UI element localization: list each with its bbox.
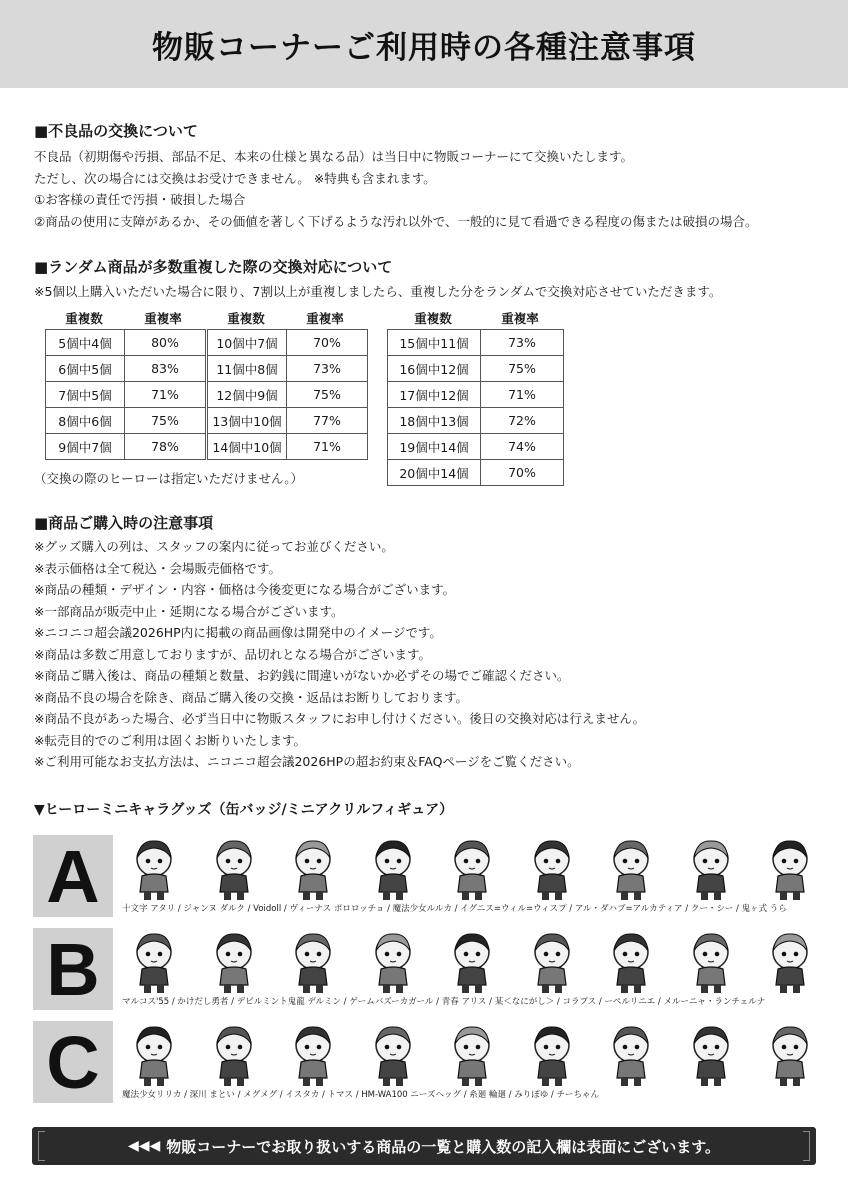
dup-rate-cell: 80% [125,330,206,356]
col-header-rate: 重複率 [501,311,539,326]
purchase-notes-section [34,513,824,773]
text-line: 不良品（初期傷や汚損、部品不足、本来の仕様と異なる品）は当日中に物販コーナーにて交換いたします。 [34,149,634,164]
character-illustration [758,927,822,995]
notice-line: ※表示価格は全て税込・会場販売価格です。 [34,560,281,576]
table-row [388,356,564,382]
page-title: 物販コーナーご利用時の各種注意事項 [152,29,696,66]
notice-line: ※商品の種類・デザイン・内容・価格は今後変更になる場合がございます。 [34,582,456,597]
character-illustration [122,834,186,902]
dup-rate-cell: 78% [125,434,206,460]
character-illustration [202,927,266,995]
table-row [388,382,564,408]
character-illustration [599,1020,663,1088]
table-row [388,434,564,460]
character-illustration [361,927,425,995]
dup-count-cell: 5個中4個 [46,330,125,356]
section-title: ■商品ご購入時の注意事項 [34,514,214,532]
notice-line: ※グッズ購入の列は、スタッフの案内に従ってお並びください。 [34,539,394,554]
banner-text: 物販コーナーでお取り扱いする商品の一覧と購入数の記入欄は表面にございます。 [166,1137,721,1156]
character-illustration [679,1020,743,1088]
character-illustration [281,927,345,995]
section-title: ■不良品の交換について [34,122,198,140]
dup-count-cell: 10個中7個 [208,330,287,356]
table-row [208,356,368,382]
dup-rate-cell: 70% [481,460,564,486]
character-illustration [679,927,743,995]
notice-line: ※商品不良があった場合、必ず当日中に物販スタッフにお申し付けください。後日の交換対応は行えません。 [34,711,646,726]
row-letter-b: B [33,928,113,1010]
dup-rate-cell: 77% [287,408,368,434]
arrow-left-icon: ◀◀◀ [127,1138,161,1154]
character-illustration [520,1020,584,1088]
table-row [46,408,206,434]
dup-count-cell: 9個中7個 [46,434,125,460]
dup-count-cell: 18個中13個 [388,408,481,434]
character-illustration [440,927,504,995]
text-line: ただし、次の場合には交換はお受けできません。 ※特典も含まれます。 [34,170,436,186]
table-row [46,330,206,356]
random-exchange-section [34,257,824,303]
dup-rate-cell: 73% [481,330,564,356]
dup-count-cell: 17個中12個 [388,382,481,408]
rate-table-2 [207,309,368,460]
col-header-count: 重複数 [65,311,103,326]
character-illustration [361,1020,425,1088]
text-line: ②商品の使用に支障があるか、その価値を著しく下げるような汚れ以外で、一般的に見て看過できる程度の傷または破損の場合。 [34,213,758,229]
character-illustration [520,927,584,995]
defect-exchange-section [34,121,824,232]
dup-rate-cell: 70% [287,330,368,356]
dup-rate-cell: 72% [481,408,564,434]
character-strip [122,834,822,902]
col-header-rate: 重複率 [306,311,344,326]
col-header-count: 重複数 [227,311,265,326]
footer-banner [32,1127,816,1165]
dup-rate-cell: 83% [125,356,206,382]
character-names: 十文字 アタリ / ジャンヌ ダルク / Voidoll / ヴィーナス ポロロッチョ / 魔法少女ルルカ / イグニス=ウィル=ウィスプ / アル・ダハブ=アルカティア / クー・シー / 鬼ヶ式 うら [122,904,787,914]
table-row [46,382,206,408]
dup-rate-cell: 71% [481,382,564,408]
hero-note: （交換の際のヒーローは指定いただけません。） [34,471,304,486]
row-letter-c: C [33,1021,113,1103]
row-letter-a: A [33,835,113,917]
dup-rate-cell: 75% [287,382,368,408]
dup-count-cell: 15個中11個 [388,330,481,356]
dup-count-cell: 12個中9個 [208,382,287,408]
goods-title: ▼ヒーローミニキャラグッズ（缶バッジ/ミニアクリルフィギュア） [34,802,454,818]
table-row [208,408,368,434]
dup-count-cell: 13個中10個 [208,408,287,434]
rate-table-1 [45,309,206,460]
character-illustration [758,834,822,902]
rate-table-3 [387,309,564,486]
notice-line: ※一部商品が販売中止・延期になる場合がございます。 [34,603,344,619]
notice-line: ※商品は多数ご用意しておりますが、品切れとなる場合がございます。 [34,646,431,662]
dup-count-cell: 11個中8個 [208,356,287,382]
character-illustration [599,927,663,995]
notice-line: ※ニコニコ超会議2026HP内に掲載の商品画像は開発中のイメージです。 [34,625,442,640]
table-row [208,434,368,460]
text-line: ※5個以上購入いただいた場合に限り、7割以上が重複しましたら、重複した分をランダムで交換対応させていただきます。 [34,284,722,299]
dup-rate-cell: 71% [125,382,206,408]
character-strip [122,927,822,995]
character-strip [122,1020,822,1088]
table-row [46,356,206,382]
dup-count-cell: 20個中14個 [388,460,481,486]
table-row [46,434,206,460]
dup-rate-cell: 75% [481,356,564,382]
character-illustration [281,1020,345,1088]
dup-rate-cell: 73% [287,356,368,382]
header [0,0,848,88]
character-illustration [440,1020,504,1088]
character-illustration [122,1020,186,1088]
notice-line: ※商品不良の場合を除き、商品ご購入後の交換・返品はお断りしております。 [34,689,468,705]
table-row [388,408,564,434]
text-line: ①お客様の責任で汚損・破損した場合 [34,192,246,207]
col-header-rate: 重複率 [144,311,182,326]
dup-count-cell: 7個中5個 [46,382,125,408]
dup-count-cell: 19個中14個 [388,434,481,460]
character-illustration [599,834,663,902]
dup-count-cell: 16個中12個 [388,356,481,382]
character-illustration [679,834,743,902]
character-names: マルコス'55 / かけだし勇者 / デビルミント鬼龍 デルミン / ゲームバズーカガール / 青春 アリス / 某＜なにがし＞ / コラプス / ーペルリニエ / メルーニャ・ランチェルナ [122,997,766,1007]
character-illustration [361,834,425,902]
character-illustration [520,834,584,902]
notice-line: ※商品ご購入後は、商品の種類と数量、お釣銭に間違いがないか必ずその場でご確認ください。 [34,668,570,683]
character-illustration [281,834,345,902]
table-row [388,460,564,486]
table-row [208,382,368,408]
table-row [388,330,564,356]
character-illustration [440,834,504,902]
section-title: ■ランダム商品が多数重複した際の交換対応について [34,258,393,276]
notice-line: ※転売目的でのご利用は固くお断りいたします。 [34,732,306,748]
dup-count-cell: 8個中6個 [46,408,125,434]
character-illustration [202,834,266,902]
table-row [208,330,368,356]
dup-rate-cell: 74% [481,434,564,460]
dup-count-cell: 6個中5個 [46,356,125,382]
dup-rate-cell: 71% [287,434,368,460]
character-illustration [122,927,186,995]
col-header-count: 重複数 [414,311,452,326]
character-names: 魔法少女リリカ / 深川 まとい / メグメグ / イスタカ / トマス / HM-WA100 ニーズヘッグ / 糸廻 輪廻 / みりぽゆ / チーちゃん [122,1090,599,1100]
character-illustration [758,1020,822,1088]
character-illustration [202,1020,266,1088]
dup-count-cell: 14個中10個 [208,434,287,460]
notice-line: ※ご利用可能なお支払方法は、ニコニコ超会議2026HPの超お約束＆FAQページをご覧ください。 [34,754,580,769]
dup-rate-cell: 75% [125,408,206,434]
